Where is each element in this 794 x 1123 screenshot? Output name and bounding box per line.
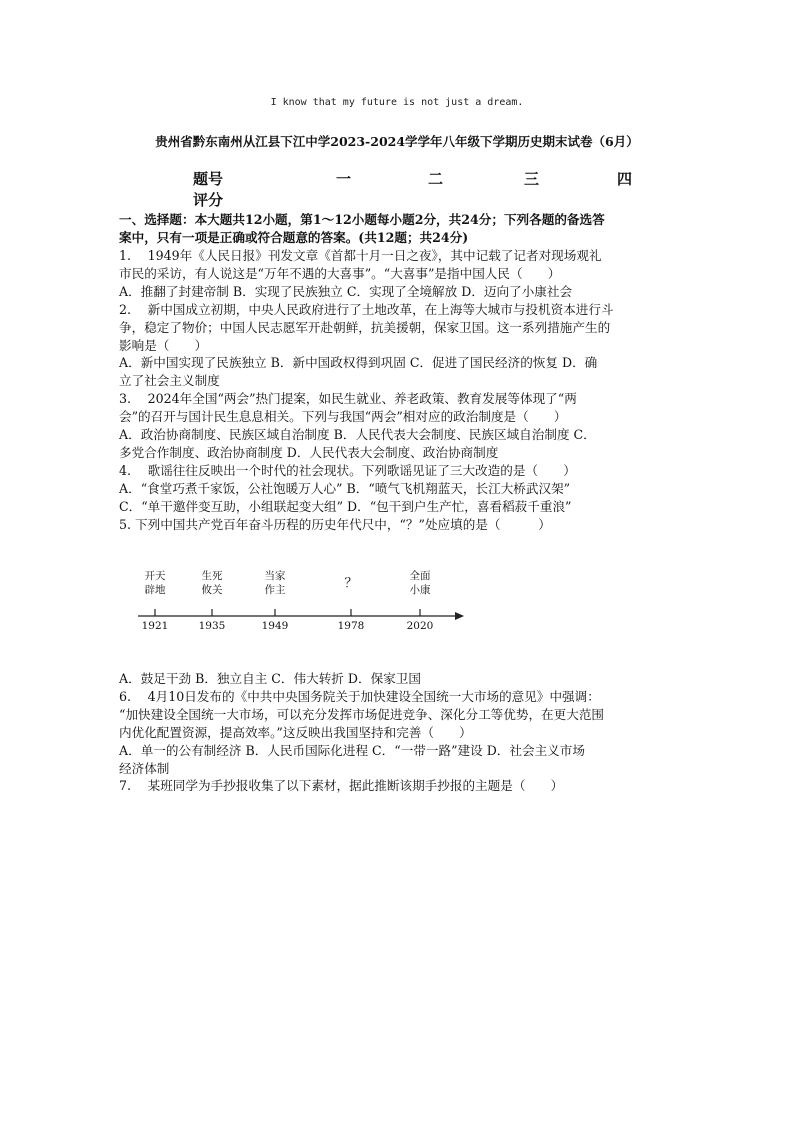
timeline-year: 2020 (406, 620, 434, 632)
text-line: 2. 新中国成立初期，中央人民政府进行了土地改革，在上海等大城市与投机资本进行斗 (119, 301, 614, 317)
text-line: 内优化配置资源，提高效率。”这反映出我国坚持和完善（ ） (119, 724, 472, 740)
score-table-col-1: 一 (336, 170, 352, 188)
timeline-year: 1935 (198, 620, 226, 632)
text-line: A．单一的公有制经济 B．人民币国际化进程 C．“一带一路”建设 D．社会主义市场 (119, 742, 585, 758)
text-line: 影响是（ ） (119, 337, 208, 353)
score-table-col-3: 三 (524, 170, 540, 188)
text-line: 4. 歌谣往往反映出一个时代的社会现状。下列歌谣见证了三大改造的是（ ） (119, 462, 576, 478)
timeline-label: 当家 作主 (264, 570, 286, 596)
score-table-col-2: 二 (428, 170, 444, 188)
question-block-1 (119, 247, 614, 534)
text-line: 3. 2024年全国“两会”热门提案，如民生就业、养老政策、教育发展等体现了“两 (119, 391, 577, 407)
timeline-year: 1978 (337, 620, 365, 632)
text-line: 会”的召开与国计民生息息相关。下列与我国“两会”相对应的政治制度是（ ） (119, 409, 567, 425)
text-line: 多党合作制度、政治协商制度 D．人民代表大会制度、政治协商制度 (119, 444, 499, 460)
text-line: 7. 某班同学为手抄报收集了以下素材，据此推断该期手抄报的主题是（ ） (119, 778, 564, 794)
text-line: A．鼓足干劲 B．独立自主 C．伟大转折 D．保家卫国 (119, 671, 421, 686)
timeline-figure (130, 565, 470, 635)
timeline-year: 1949 (261, 620, 289, 632)
exam-title: 贵州省黔东南州从江县下江中学2023-2024学学年八年级下学期历史期末试卷（6月） (155, 134, 639, 149)
section-heading-line-2: 案中，只有一项是正确或符合题意的答案。(共12题；共24分) (119, 230, 469, 245)
text-line: A．推翻了封建帝制 B．实现了民族独立 C．实现了全境解放 D．迈向了小康社会 (119, 283, 573, 299)
text-line: 经济体制 (119, 760, 170, 776)
timeline-label: 生死 攸关 (201, 570, 223, 596)
text-line: A．“食堂巧煮千家饭，公社饱暖万人心” B．“喷气飞机翔蓝天，长江大桥武汉架” (119, 480, 571, 496)
timeline-unknown-label: ？ (344, 576, 358, 591)
text-line: 5. 下列中国共产党百年奋斗历程的历史年代尺中，“？”处应填的是（ ） (119, 516, 551, 532)
timeline-label: 开天 辟地 (144, 570, 166, 596)
timeline-label: 全面 小康 (409, 570, 431, 596)
text-line: “加快建设全国统一大市场，可以充分发挥市场促进竞争、深化分工等优势，在更大范围 (119, 706, 605, 722)
question-block-2 (119, 670, 604, 795)
text-line: 市民的采访，有人说这是“万年不遇的大喜事”。“大喜事”是指中国人民（ ） (119, 265, 561, 281)
score-table-score-label: 评分 (193, 191, 224, 209)
text-line: 1. 1949年《人民日报》刊发文章《首都十月一日之夜》，其中记载了记者对现场观礼 (119, 248, 602, 263)
score-table-header-label: 题号 (193, 170, 224, 188)
score-table-col-4: 四 (617, 170, 633, 188)
text-line: A．政治协商制度、民族区域自治制度 B．人民代表大会制度、民族区域自治制度 C． (119, 427, 596, 443)
motto: I know that my future is not just a dream. (270, 97, 524, 108)
text-line: 6. 4月10日发布的《中共中央国务院关于加快建设全国统一大市场的意见》中强调： (119, 688, 600, 704)
timeline-year: 1921 (141, 620, 169, 632)
text-line: 争，稳定了物价；中国人民志愿军开赴朝鲜，抗美援朝，保家卫国。这一系列措施产生的 (119, 319, 611, 335)
text-line: C．“单干邀伴变互助，小组联起变大组” D．“包干到户生产忙，喜看稻菽千重浪” (119, 498, 572, 514)
text-line: 立了社会主义制度 (119, 373, 220, 389)
section-heading-line-1: 一、选择题：本大题共12小题，第1～12小题每小题2分，共24分；下列各题的备选答 (119, 212, 605, 227)
text-line: A．新中国实现了民族独立 B．新中国政权得到巩固 C．促进了国民经济的恢复 D．确 (119, 355, 598, 371)
